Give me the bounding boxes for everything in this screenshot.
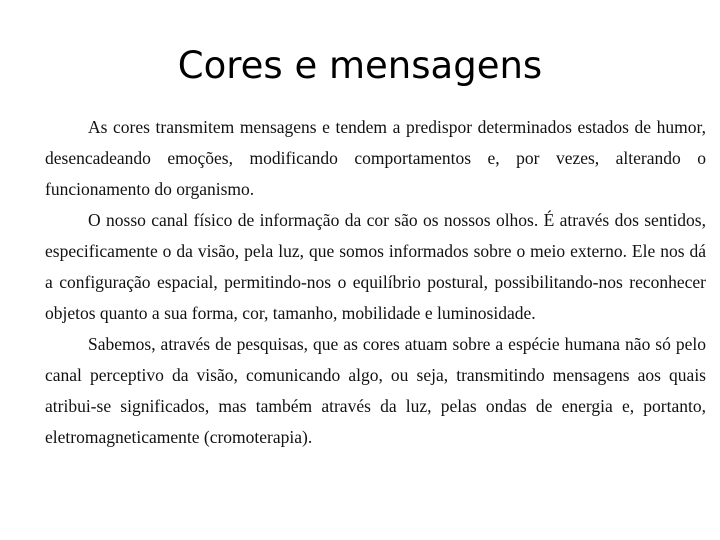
slide-body <box>45 112 706 453</box>
paragraph-1: As cores transmitem mensagens e tendem a predispor determinados estados de humor, desencadeando emoções, modificando comportamentos e, por vezes, alterando o funcionamento do organismo. <box>45 117 706 199</box>
paragraph-3: Sabemos, através de pesquisas, que as cores atuam sobre a espécie humana não só pelo canal perceptivo da visão, comunicando algo, ou seja, transmitindo mensagens aos quais atribui-se significados, mas também através da luz, pelas ondas de energia e, portanto, eletromagneticamente (cromoterapia). <box>45 334 706 447</box>
paragraph-2: O nosso canal físico de informação da cor são os nossos olhos. É através dos sentidos, especificamente o da visão, pela luz, que somos informados sobre o meio externo. Ele nos dá a configuração espacial, permitindo-nos o equilíbrio postural, possibilitando-nos reconhecer objetos quanto a sua forma, cor, tamanho, mobilidade e luminosidade. <box>45 210 706 323</box>
slide-title: Cores e mensagens <box>177 44 543 87</box>
